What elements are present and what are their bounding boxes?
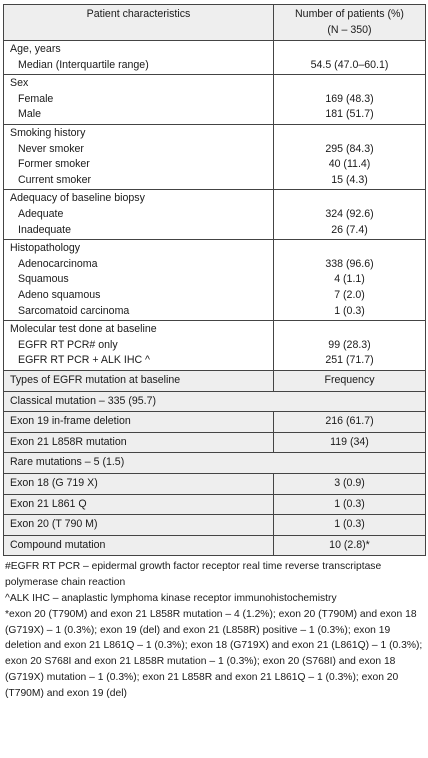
row-label: Sarcomatoid carcinoma [18, 304, 130, 317]
row-label: Exon 20 (T 790 M) [4, 515, 274, 536]
section-title: Adequacy of baseline biopsy [10, 192, 145, 205]
section-histopathology [4, 240, 426, 321]
section-title: Smoking history [10, 127, 86, 140]
section-title: Molecular test done at baseline [10, 323, 157, 336]
table-row [4, 412, 426, 433]
row-value: 15 (4.3) [331, 173, 368, 186]
row-value: 7 (2.0) [334, 289, 365, 301]
row-value: 324 (92.6) [325, 208, 374, 221]
section-rare [4, 453, 426, 474]
row-label: Current smoker [18, 173, 91, 186]
section-age [4, 41, 426, 75]
compound-row [4, 535, 426, 556]
row-label: Exon 21 L858R mutation [4, 432, 274, 453]
row-label: EGFR RT PCR# only [18, 338, 118, 351]
row-label: Median (Interquartile range) [18, 58, 149, 71]
types-header-label: Types of EGFR mutation at baseline [4, 370, 274, 391]
row-value: 295 (84.3) [325, 142, 374, 155]
row-label: Exon 19 in-frame deletion [4, 412, 274, 433]
row-value: 54.5 (47.0–60.1) [310, 58, 389, 71]
row-value: 10 (2.8)* [274, 535, 426, 556]
row-label: Female [18, 92, 54, 105]
section-title: Sex [10, 77, 29, 90]
row-value: 1 (0.3) [334, 304, 365, 317]
header-number-of-patients [274, 5, 426, 41]
footnote-compound: *exon 20 (T790M) and exon 21 L858R mutation – 4 (1.2%); exon 20 (T790M) and exon 18 (G719X) – 1 (0.3%); exon 19 (del) and exon 21 (L858R) positive – 1 (0.3%); exon 19 deletion and exon 21 L861Q – 1 (0.3%); exon 18 (G719X) and exon 21 (L861Q) – 1 (0.3%); exon 20 S768I and exon 21 L858R mutation – 1 (0.3%); exon 20 (S768I) and exon 18 (G719X) mutation – 1 (0.3%); exon 21 L858R and exon 21 L861Q – 1 (0.3%); exon 20 (T790M) and exon 19 (del) [5, 608, 423, 699]
section-classical [4, 391, 426, 412]
section-molecular [4, 321, 426, 371]
row-label: Adeno squamous [18, 289, 101, 301]
row-label: Male [18, 108, 41, 121]
table-row [4, 515, 426, 536]
row-label: EGFR RT PCR + ALK IHC ^ [18, 354, 151, 367]
row-value: 26 (7.4) [331, 223, 368, 236]
table-row [4, 473, 426, 494]
types-header-row [4, 370, 426, 391]
section-title: Rare mutations – 5 (1.5) [4, 453, 426, 474]
types-header-frequency: Frequency [274, 370, 426, 391]
section-title: Histopathology [10, 242, 81, 255]
row-label: Adenocarcinoma [18, 257, 98, 270]
row-value: 338 (96.6) [325, 257, 374, 270]
row-label: Never smoker [18, 142, 84, 155]
row-value: 169 (48.3) [325, 92, 374, 105]
row-label: Exon 21 L861 Q [4, 494, 274, 515]
row-value: 1 (0.3) [274, 515, 426, 536]
footnote-alk: ^ALK IHC – anaplastic lymphoma kinase receptor immunohistochemistry [5, 592, 337, 604]
row-value: 119 (34) [274, 432, 426, 453]
row-value: 181 (51.7) [325, 108, 374, 121]
table-row [4, 494, 426, 515]
section-biopsy [4, 190, 426, 240]
section-sex [4, 75, 426, 125]
footnotes [3, 556, 423, 701]
row-label: Former smoker [18, 158, 90, 171]
document [3, 4, 425, 701]
row-label: Exon 18 (G 719 X) [4, 473, 274, 494]
section-title: Age, years [10, 43, 61, 56]
header-col2-line1: Number of patients (%) [295, 8, 404, 20]
row-label: Adequate [18, 208, 64, 221]
row-value: 4 (1.1) [334, 273, 365, 286]
table-row [4, 432, 426, 453]
row-value: 1 (0.3) [274, 494, 426, 515]
table-header-row [4, 5, 426, 41]
row-value: 3 (0.9) [274, 473, 426, 494]
header-characteristics: Patient characteristics [4, 5, 274, 41]
footnote-egfr: #EGFR RT PCR – epidermal growth factor receptor real time reverse transcriptase polymerase chain reaction [5, 561, 382, 589]
row-label: Squamous [18, 273, 69, 286]
row-value: 251 (71.7) [325, 354, 374, 367]
header-col2-line2: (N – 350) [327, 23, 372, 36]
row-label: Inadequate [18, 223, 72, 236]
row-label: Compound mutation [4, 535, 274, 556]
section-title: Classical mutation – 335 (95.7) [4, 391, 426, 412]
section-smoking [4, 125, 426, 190]
row-value: 216 (61.7) [274, 412, 426, 433]
patient-characteristics-table [3, 4, 426, 556]
row-value: 40 (11.4) [328, 158, 371, 171]
row-value: 99 (28.3) [328, 338, 371, 351]
